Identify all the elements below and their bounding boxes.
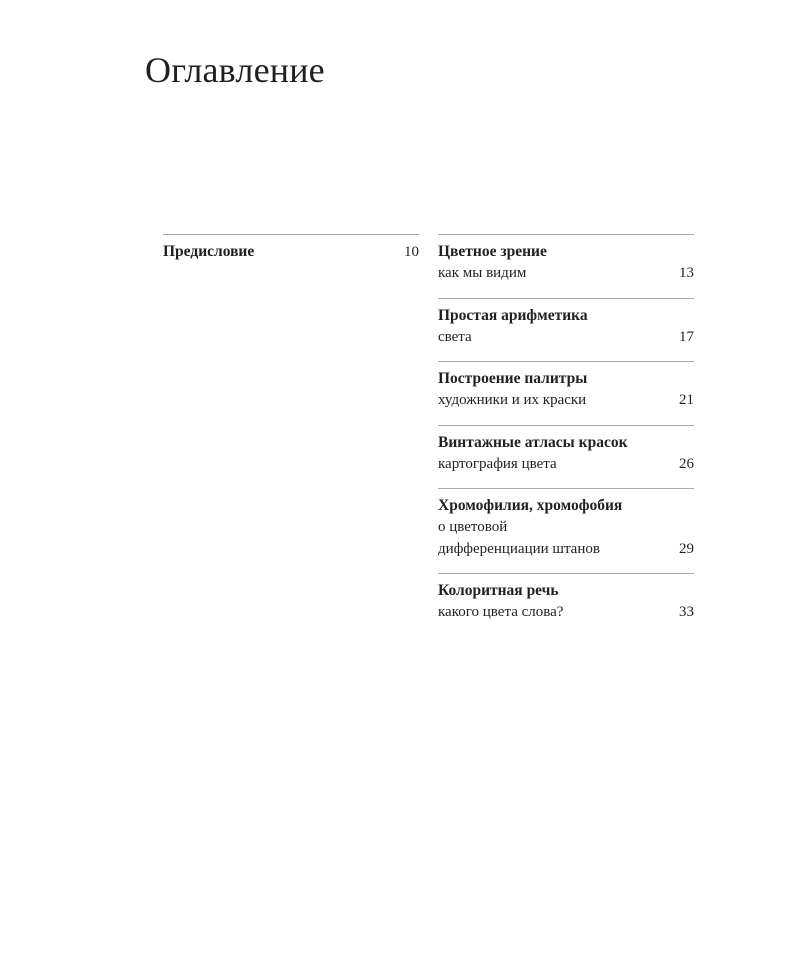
toc-entry[interactable] [438,488,694,573]
toc-entry[interactable] [438,298,694,362]
toc-entry-page: 21 [679,392,694,408]
toc-entry-preface[interactable] [163,234,419,271]
toc-entry-subtitle: картография цвета [438,455,557,472]
toc-entry-title: Винтажные атласы красок [438,433,628,451]
toc-entry-page: 33 [679,604,694,620]
toc-entry-subtitle: какого цвета слова? [438,604,564,620]
toc-entry-title: Предисловие [163,243,255,260]
toc-entry[interactable] [438,573,694,637]
toc-entry-subtitle: как мы видим [438,265,527,281]
toc-entry-page: 26 [679,455,694,472]
toc-entry-page: 29 [679,540,694,557]
toc-left-column [163,234,419,271]
toc-entry-title: Колоритная речь [438,582,559,599]
toc-entry-page: 17 [679,328,694,345]
toc-entry-title: Цветное зрение [438,243,547,260]
toc-entry[interactable] [438,234,694,298]
page-title: Оглавление [145,50,325,90]
toc-right-column [438,234,694,637]
toc-entry-subtitle: света [438,328,472,345]
toc-entry-subtitle: дифференциации штанов [438,540,600,557]
toc-entry-subtitle: художники и их краски [438,392,587,408]
toc-entry-title: Простая арифметика [438,306,588,324]
toc-entry[interactable] [438,425,694,489]
toc-entry-page: 10 [404,244,419,260]
toc-entry-subtitle: о цветовой [438,519,508,535]
toc-entry-title: Построение палитры [438,370,588,387]
toc-entry-page: 13 [679,265,694,281]
toc-entry-title: Хромофилия, хромофобия [438,497,623,514]
toc-entry[interactable] [438,361,694,425]
